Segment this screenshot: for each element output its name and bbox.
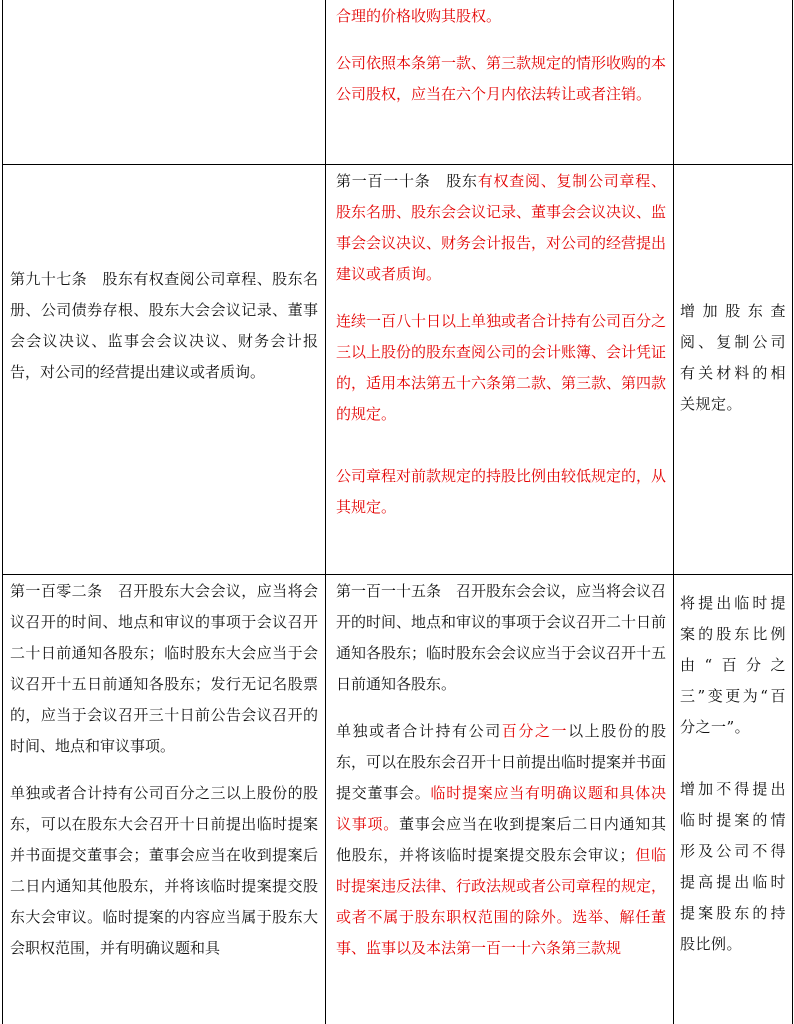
paragraph (336, 576, 666, 700)
paragraph: 增加股东查阅、复制公司有关材料的相关规定。 (680, 302, 786, 413)
highlighted-text: 临时提案应当有明确议题和具体决议事项。 (336, 784, 666, 833)
highlighted-text: 公司章程对前款规定的持股比例由较低规定的，从其规定。 (336, 467, 667, 516)
highlighted-text: 但临时提案违反法律、行政法规或者公司章程的规定，或者不属于股东职权范围的除外。选举、解任董事、监事以及本法第一百一十六条第三款规 (336, 846, 667, 957)
row3-note (680, 588, 786, 960)
highlighted-text: 公司依照本条第一款、第三款规定的情形收购的本公司股权，应当在六个月内依法转让或者注销。 (336, 54, 667, 103)
paragraph: 第一百零二条 召开股东大会会议，应当将会议召开的时间、地点和审议的事项于会议召开二十日前通知各股东；临时股东大会应当于会议召开十五日前通知各股东；发行无记名股票的，应当于会议召开三十日前公告会议召开的时间、地点和审议事项。 (10, 582, 318, 755)
row-divider-2 (2, 574, 793, 575)
paragraph (336, 461, 666, 523)
highlighted-text: 有权查阅、复制公司章程、股东名册、股东会会议记录、董事会会议决议、监事会会议决议、财务会计报告，对公司的经营提出建议或者质询。 (336, 172, 667, 283)
row2-new-provision (336, 166, 666, 523)
paragraph: 将提出临时提案的股东比例由“百分之三”变更为“百分之一”。 (680, 594, 786, 736)
column-divider-1 (325, 0, 326, 1024)
row3-old-provision (10, 576, 318, 964)
table-border-right (792, 0, 793, 1024)
paragraph (336, 166, 666, 290)
paragraph: 增加不得提出临时提案的情形及公司不得提高提出临时提案股东的持股比例。 (680, 780, 786, 953)
highlighted-text: 合理的价格收购其股权。 (336, 7, 502, 25)
text-segment: 第一百一十条 股东 (336, 172, 478, 190)
table-border-left (2, 0, 3, 1024)
row3-new-provision (336, 576, 666, 964)
paragraph (336, 716, 666, 964)
highlighted-text: 连续一百八十日以上单独或者合计持有公司百分之三以上股份的股东查阅公司的会计账簿、会计凭证的，适用本法第五十六条第二款、第三款、第四款的规定。 (336, 312, 667, 423)
row2-old-provision (10, 264, 318, 388)
paragraph: 单独或者合计持有公司百分之三以上股份的股东，可以在股东大会召开十日前提出临时提案并书面提交董事会；董事会应当在收到提案后二日内通知其他股东，并将该临时提案提交股东大会审议。临时提案的内容应当属于股东大会职权范围，并有明确议题和具 (10, 784, 318, 957)
column-divider-2 (673, 0, 674, 1024)
paragraph (336, 1, 666, 32)
text-segment: 董事会应当在收到提案后二日内通知其他股东，并将该临时提案提交股东会审议； (336, 815, 666, 864)
row-divider-1 (2, 164, 793, 165)
text-segment: 第一百一十五条 召开股东会会议，应当将会议召开的时间、地点和审议的事项于会议召开二十日前通知各股东；临时股东会会议应当于会议召开十五日前通知各股东。 (336, 582, 667, 693)
highlighted-text: 百分之一 (501, 722, 569, 740)
row1-new-provision (336, 1, 666, 110)
row2-note (680, 296, 786, 420)
paragraph: 第九十七条 股东有权查阅公司章程、股东名册、公司债券存根、股东大会会议记录、董事会会议决议、监事会会议决议、财务会计报告，对公司的经营提出建议或者质询。 (10, 270, 318, 381)
paragraph (336, 306, 666, 430)
text-segment: 单独或者合计持有公司 (336, 722, 502, 740)
text-segment: 以上股份的股东，可以在股东会召开十日前提出临时提案并书面提交董事会。 (336, 722, 667, 802)
paragraph (336, 48, 666, 110)
